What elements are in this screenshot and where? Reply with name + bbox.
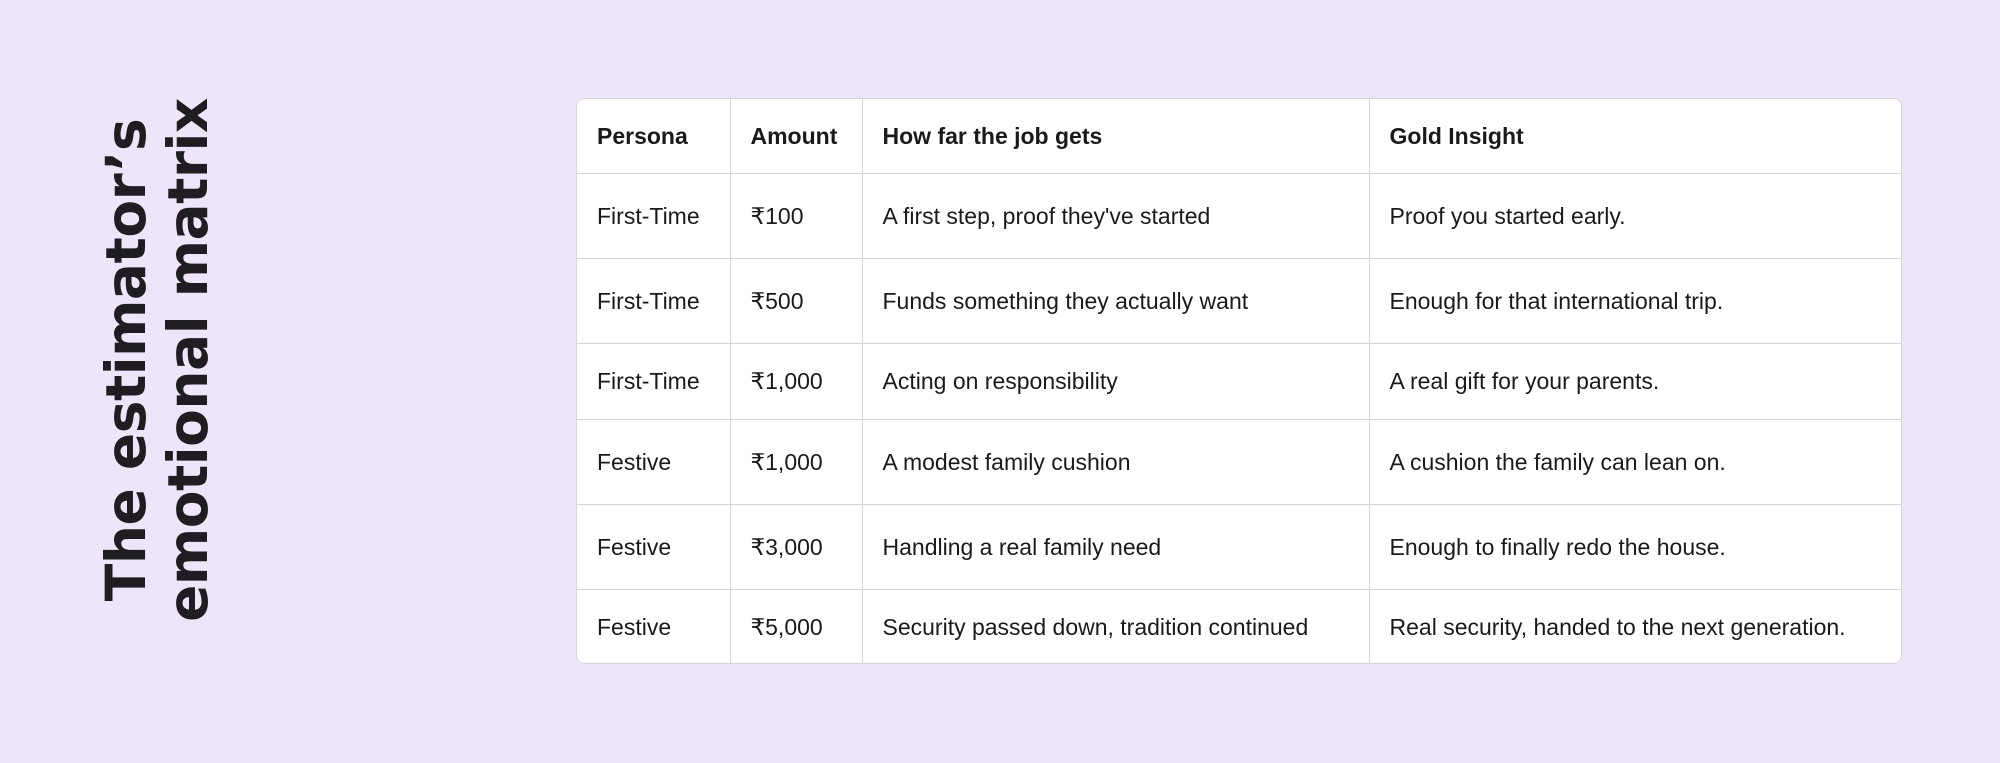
- cell-how-far: Funds something they actually want: [862, 259, 1369, 344]
- table-row: [577, 420, 1902, 505]
- cell-gold-insight: Real security, handed to the next generation.: [1389, 614, 1846, 641]
- header-gold-insight: Gold Insight: [1369, 99, 1902, 174]
- cell-gold-insight: Proof you started early.: [1369, 174, 1902, 259]
- cell-persona: Festive: [577, 420, 730, 505]
- table-row: [577, 505, 1902, 590]
- cell-how-far: A first step, proof they've started: [862, 174, 1369, 259]
- table-row: [577, 174, 1902, 259]
- cell-amount: ₹100: [730, 174, 862, 259]
- cell-how-far: Security passed down, tradition continued: [862, 590, 1369, 665]
- cell-amount: ₹5,000: [730, 590, 862, 665]
- cell-gold-insight: Enough for that international trip.: [1369, 259, 1902, 344]
- page-title-line-2: emotional matrix: [156, 98, 220, 622]
- cell-how-far: Handling a real family need: [862, 505, 1369, 590]
- header-amount: Amount: [730, 99, 862, 174]
- title-container: [95, 98, 223, 622]
- cell-how-far: A modest family cushion: [862, 420, 1369, 505]
- page-title-line-1: The estimator’s: [94, 118, 158, 602]
- cell-persona: First-Time: [577, 174, 730, 259]
- cell-amount: ₹1,000: [730, 344, 862, 420]
- cell-persona: First-Time: [577, 259, 730, 344]
- table-row: [577, 590, 1902, 665]
- header-persona: Persona: [577, 99, 730, 174]
- cell-how-far: Acting on responsibility: [862, 344, 1369, 420]
- table-header-row: [577, 99, 1902, 174]
- page-title: [95, 98, 223, 622]
- matrix-table-card: [576, 98, 1902, 664]
- cell-gold-insight: A cushion the family can lean on.: [1369, 420, 1902, 505]
- emotional-matrix-table: [577, 99, 1902, 664]
- table-row: [577, 344, 1902, 420]
- cell-amount: ₹3,000: [730, 505, 862, 590]
- cell-persona: Festive: [577, 590, 730, 665]
- cell-persona: Festive: [577, 505, 730, 590]
- cell-amount: ₹1,000: [730, 420, 862, 505]
- cell-persona: First-Time: [577, 344, 730, 420]
- header-how-far: How far the job gets: [862, 99, 1369, 174]
- cell-gold-insight: Enough to finally redo the house.: [1369, 505, 1902, 590]
- table-row: [577, 259, 1902, 344]
- cell-amount: ₹500: [730, 259, 862, 344]
- cell-gold-insight: A real gift for your parents.: [1369, 344, 1902, 420]
